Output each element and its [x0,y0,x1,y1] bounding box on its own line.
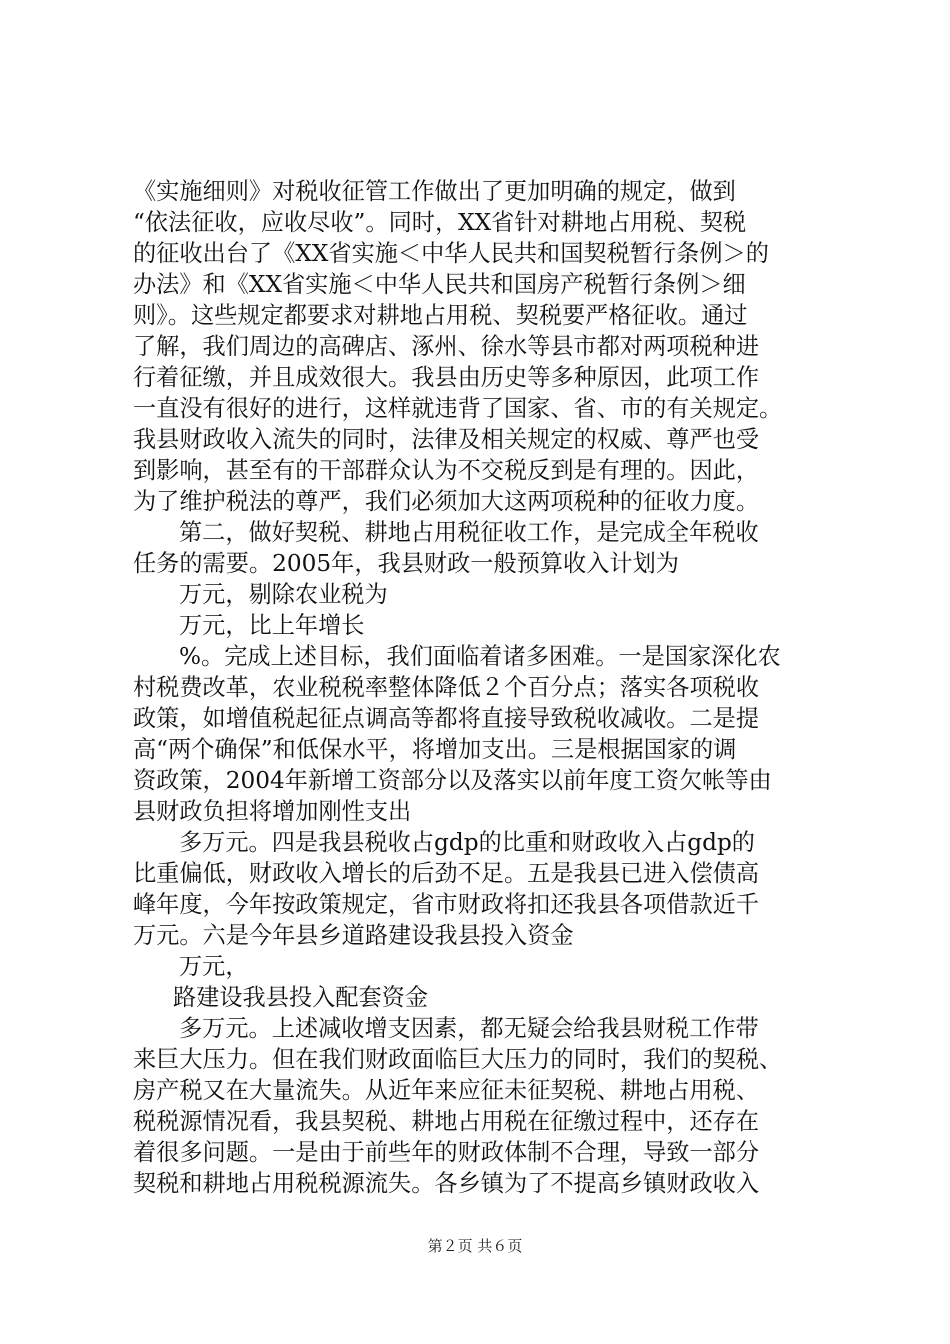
text-line: 万元，剔除农业税为 [179,581,388,608]
text-line: 来巨大压力。但在我们财政面临巨大压力的同时，我们的契税、 [133,1046,783,1073]
text-line: 一直没有很好的进行，这样就违背了国家、省、市的有关规定。 [133,395,783,422]
text-line: 资政策，2004年新增工资部分以及落实以前年度工资欠帐等由 [133,767,772,794]
text-line: “依法征收，应收尽收”。同时，XX省针对耕地占用税、契税 [133,209,747,236]
text-line: 万元，比上年增长 [179,612,365,639]
text-line: 任务的需要。2005年，我县财政一般预算收入计划为 [133,550,679,577]
text-line: 我县财政收入流失的同时，法律及相关规定的权威、尊严也受 [133,426,760,453]
text-line: 路建设我县投入配套资金 [173,984,429,1011]
page-footer: 第２页 共６页 [427,1237,523,1255]
text-line: 税税源情况看，我县契税、耕地占用税在征缴过程中，还存在 [133,1108,760,1135]
text-line: 行着征缴，并且成效很大。我县由历史等多种原因，此项工作 [133,364,760,391]
text-line: 高“两个确保”和低保水平，将增加支出。三是根据国家的调 [133,736,737,763]
text-line: 政策，如增值税起征点调高等都将直接导致税收减收。二是提 [133,705,760,732]
text-line: 了解，我们周边的高碑店、涿州、徐水等县市都对两项税种进 [133,333,760,360]
text-line: 《实施细则》对税收征管工作做出了更加明确的规定，做到 [133,178,736,205]
text-line: 到影响，甚至有的干部群众认为不交税反到是有理的。因此， [133,457,760,484]
text-line: 办法》和《XX省实施＜中华人民共和国房产税暂行条例＞细 [133,271,746,298]
text-line: %。完成上述目标，我们面临着诸多困难。一是国家深化农 [179,643,781,670]
text-line: 万元。六是今年县乡道路建设我县投入资金 [133,922,574,949]
text-line: 着很多问题。一是由于前些年的财政体制不合理，导致一部分 [133,1139,760,1166]
text-line: 房产税又在大量流失。从近年来应征未征契税、耕地占用税、 [133,1077,760,1104]
text-line: 第二，做好契税、耕地占用税征收工作，是完成全年税收 [179,519,759,546]
text-line: 村税费改革，农业税税率整体降低２个百分点；落实各项税收 [133,674,760,701]
text-line: 多万元。四是我县税收占gdp的比重和财政收入占gdp的 [179,829,755,856]
text-line: 县财政负担将增加刚性支出 [133,798,412,825]
text-line: 则》。这些规定都要求对耕地占用税、契税要严格征收。通过 [133,302,748,329]
document-body [133,176,833,1199]
text-line: 多万元。上述减收增支因素，都无疑会给我县财税工作带 [179,1015,759,1042]
text-line: 比重偏低，财政收入增长的后劲不足。五是我县已进入偿债高 [133,860,760,887]
text-line: 万元， [179,953,249,980]
text-line: 为了维护税法的尊严，我们必须加大这两项税种的征收力度。 [133,488,760,515]
text-line: 的征收出台了《XX省实施＜中华人民共和国契税暂行条例＞的 [133,240,769,267]
text-line: 峰年度，今年按政策规定，省市财政将扣还我县各项借款近千 [133,891,760,918]
text-line: 契税和耕地占用税税源流失。各乡镇为了不提高乡镇财政收入 [133,1170,760,1197]
